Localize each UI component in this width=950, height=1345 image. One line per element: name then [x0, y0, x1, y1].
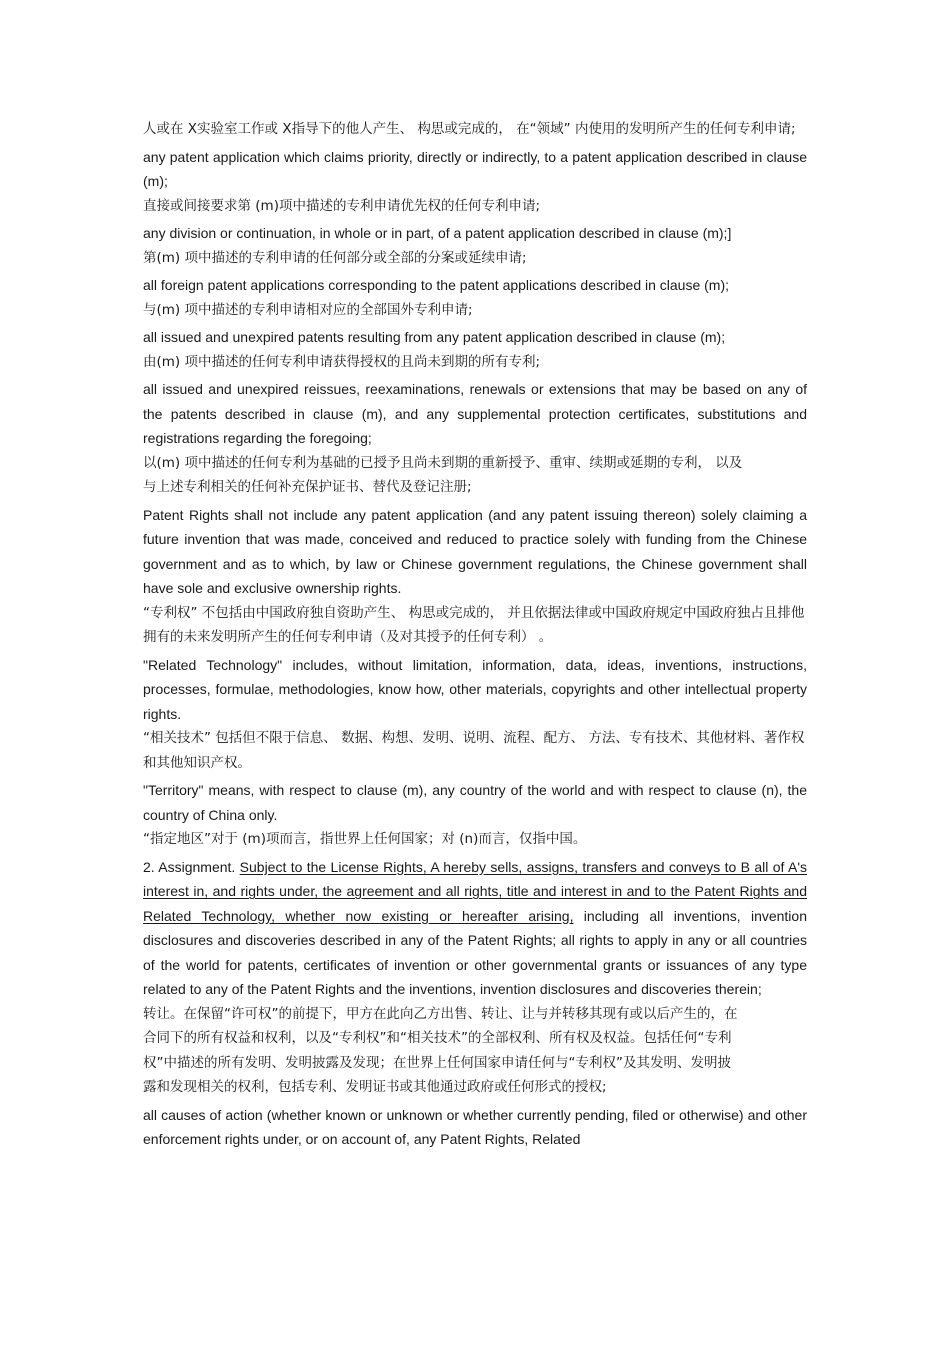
paragraph-zh-priority: 直接或间接要求第 (m)项中描述的专利申请优先权的任何专利申请;	[143, 197, 541, 214]
paragraph-en-reissues: all issued and unexpired reissues, reexaminations, renewals or extensions that may be based on any of the patents described in clause (m), and any supplemental protection certificates, substitutions and registrations regarding the foregoing;	[143, 381, 807, 446]
assignment-underlined-clause: Subject to the License Rights, A hereby sells, assigns, transfers and conveys to B all of A's interest in, and rights under, the agreement and all rights, title and interest in and to the Patent Rights and Related Technology, whether now existing or hereafter arising,	[143, 858, 807, 924]
paragraph-en-priority: any patent application which claims priority, directly or indirectly, to a patent application described in clause (m);	[143, 148, 807, 189]
paragraph-zh-1: 人或在 X实验室工作或 X指导下的他人产生、 构思或完成的， 在“领域” 内使用的发明所产生的任何专利申请;	[143, 121, 796, 137]
paragraph-zh-related-technology: “相关技术” 包括但不限于信息、 数据、构想、发明、说明、流程、配方、 方法、专有技术、其他材料、著作权和其他知识产权。	[143, 730, 805, 771]
paragraph-en-division: any division or continuation, in whole or in part, of a patent application described in clause (m);]	[143, 225, 732, 241]
paragraph-en-issued: all issued and unexpired patents resulting from any patent application described in clause (m);	[143, 329, 726, 345]
paragraph-zh-division: 第(m) 项中描述的专利申请的任何部分或全部的分案或延续申请;	[143, 249, 527, 266]
paragraph-zh-territory: “指定地区”对于 (m)项而言，指世界上任何国家；对 (n)而言，仅指中国。	[143, 831, 587, 847]
paragraph-zh-assignment: 转让。在保留“许可权”的前提下，甲方在此向乙方出售、转让、让与并转移其现有或以后产生的，在合同下的所有权益和权利，以及“专利权”和“相关技术”的全部权利、所有权及权益。包括任何“专利权”中描述的所有发明、发明披露及发现；在世界上任何国家申请任何与“专利权”及其发明、发明披露和发现相关的权利，包括专利、发明证书或其他通过政府或任何形式的授权;	[143, 1005, 738, 1095]
paragraph-zh-reissues: 以(m) 项中描述的任何专利为基础的已授予且尚未到期的重新授予、重审、续期或延期的专利， 以及与上述专利相关的任何补充保护证书、替代及登记注册;	[143, 454, 743, 495]
paragraph-en-assignment	[143, 855, 807, 1002]
paragraph-en-territory: "Territory" means, with respect to clause (m), any country of the world and with respect to clause (n), the country of China only.	[143, 782, 807, 823]
paragraph-zh-foreign: 与(m) 项中描述的专利申请相对应的全部国外专利申请;	[143, 301, 473, 318]
assignment-rest: including all inventions, invention disclosures and discoveries described in any of the Patent Rights; all rights to apply in any or all countries of the world for patents, certificates of invention or other governmental grants or issuances of any type related to any of the Patent Rights and the inventions, invention disclosures and discoveries therein;	[143, 907, 807, 997]
paragraph-zh-exclusion: “专利权” 不包括由中国政府独自资助产生、 构思或完成的， 并且依据法律或中国政府规定中国政府独占且排他拥有的未来发明所产生的任何专利申请（及对其授予的任何专利） 。	[143, 604, 805, 645]
paragraph-en-related-technology: "Related Technology" includes, without limitation, information, data, ideas, inventions, instructions, processes, formulae, methodologies, know how, other materials, copyrights and other intellectual property rights.	[143, 656, 807, 722]
paragraph-en-foreign: all foreign patent applications corresponding to the patent applications described in clause (m);	[143, 277, 730, 293]
paragraph-en-causes-of-action: all causes of action (whether known or unknown or whether currently pending, filed or otherwise) and other enforcement rights under, or on account of, any Patent Rights, Related	[143, 1106, 807, 1147]
assignment-heading: 2. Assignment.	[143, 858, 240, 875]
paragraph-en-exclusion: Patent Rights shall not include any patent application (and any patent issuing thereon) solely claiming a future invention that was made, conceived and reduced to practice solely with funding from the Chinese government and as to which, by law or Chinese government regulations, the Chinese government shall have sole and exclusive ownership rights.	[143, 506, 807, 596]
paragraph-zh-issued: 由(m) 项中描述的任何专利申请获得授权的且尚未到期的所有专利;	[143, 353, 541, 370]
document-page	[143, 117, 807, 1152]
